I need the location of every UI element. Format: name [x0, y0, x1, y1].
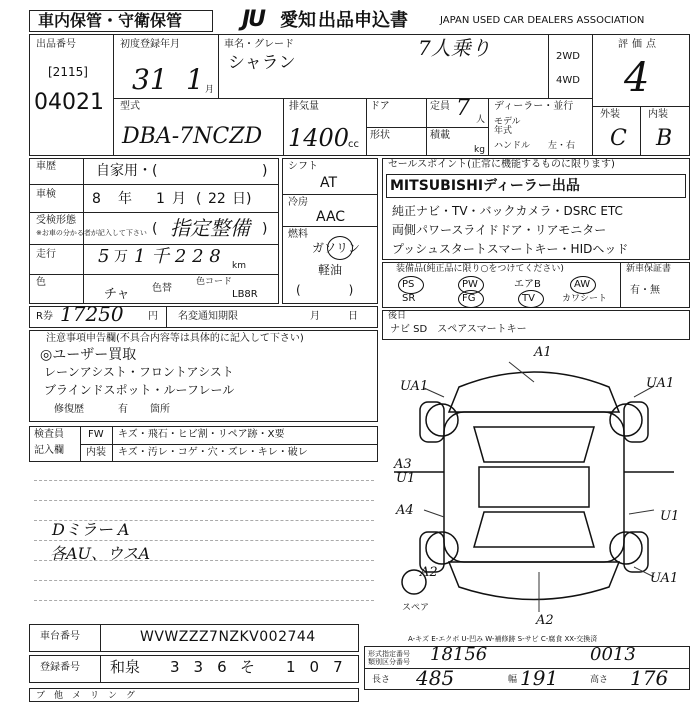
inspection-day: 22 [208, 191, 226, 207]
notes-line: レーンアシスト・フロントアシスト [44, 365, 234, 379]
equipment-circle-fg [458, 290, 484, 308]
inspection-month: 1 [156, 191, 165, 207]
car-name-label: 車名・グレード [224, 39, 294, 50]
plate-number: 107 [286, 658, 357, 676]
length-label: 長さ [372, 675, 391, 685]
registration-label: 初度登録年月 [120, 39, 180, 50]
repair-value: 有 [118, 404, 128, 415]
load-unit: kg [474, 145, 485, 155]
org-name: 愛知 [280, 10, 316, 31]
ac-label: 冷房 [288, 197, 308, 208]
plate-kana: そ [240, 658, 256, 676]
inspection-month-unit: 月 [172, 191, 186, 207]
plate-label: 登録番号 [40, 662, 80, 673]
equipment-item: PS [402, 279, 415, 290]
equipment-item: AW [574, 279, 591, 290]
acceptance-open: ( [152, 221, 158, 237]
recycle-label: R券 [36, 311, 53, 322]
color-change-label: 色替 [152, 283, 172, 294]
form-title: 出品申込書 [318, 10, 408, 31]
brand-line: MITSUBISHIディーラー出品 [390, 178, 580, 194]
doors-label: ドア [370, 101, 390, 112]
notes-line: ◎ユーザー買取 [40, 347, 137, 363]
equipment-item: エアB [514, 279, 541, 290]
association-name: JAPAN USED CAR DEALERS ASSOCIATION [440, 15, 645, 26]
inspection-label: 車検 [36, 189, 56, 200]
lot-number: 04021 [34, 90, 104, 115]
equipment-item: FG [462, 293, 476, 304]
color-code: LB8R [232, 289, 258, 300]
ju-logo: JU [242, 7, 265, 32]
height-label: 高さ [590, 675, 609, 685]
inspection-year-unit: 年 [118, 191, 132, 207]
handwritten-line: 各AU、ウスA [50, 544, 151, 563]
diagram-mark: A4 [396, 503, 414, 518]
handle-label: ハンドル [494, 141, 531, 151]
plate-class: 336 [170, 658, 241, 676]
acceptance-value: 指定整備 [170, 216, 250, 240]
name-change-month: 月 [310, 311, 320, 322]
equipment-item: SR [402, 293, 416, 304]
fuel-label: 燃料 [288, 229, 308, 240]
warranty-label: 新車保証書 [626, 264, 672, 274]
diagram-mark: U1 [396, 471, 416, 486]
model-value: DBA-7NCZD [122, 124, 263, 149]
grade-value: 4 [624, 55, 650, 101]
equipment-circle-aw [570, 276, 596, 294]
registration-month-unit: 月 [205, 85, 215, 95]
checker-int-label: 内装 [86, 447, 106, 458]
mileage-digits: 1 千 2 2 8 [134, 246, 221, 267]
history-label: 車歴 [36, 161, 56, 172]
color-value: チャ [104, 287, 130, 302]
capacity-label: 定員 [430, 101, 450, 112]
history-close: ) [262, 163, 268, 179]
diagram-mark: A1 [534, 345, 552, 360]
registration-year: 31 [132, 63, 168, 96]
fuel-gas-circle [327, 236, 353, 260]
load-label: 積載 [430, 130, 450, 141]
inspection-day-close: 日) [232, 191, 252, 207]
diagram-mark: A2 [420, 565, 438, 580]
mileage-man: 5 [98, 246, 110, 267]
damage-legend: A-キズ E-エクボ U-凹み W-補修跡 S-サビ C-腐食 XX-交換済 [408, 635, 598, 643]
length-value: 485 [416, 666, 455, 690]
width-label: 幅 [508, 675, 518, 685]
diagram-mark: UA1 [400, 379, 429, 394]
4wd-label: 4WD [556, 75, 580, 86]
capacity-unit: 人 [476, 115, 486, 125]
dimensions-title: 形式指定番号 類別区分番号 [368, 650, 410, 666]
equipment-item: TV [522, 293, 535, 304]
name-change-day: 日 [348, 311, 358, 322]
sales-point-line: 純正ナビ・TV・バックカメラ・DSRC ETC [392, 204, 623, 218]
mileage-man-unit: 万 [114, 249, 128, 265]
equipment-circle-tv [518, 290, 544, 308]
repair-label: 修復歴 [54, 404, 84, 415]
model-designation: 18156 [430, 644, 488, 665]
equipment-item: PW [462, 279, 478, 290]
diagram-mark: U1 [660, 509, 680, 524]
sales-point-line: プッシュスタートスマートキー・HIDヘッド [392, 242, 629, 256]
width-value: 191 [520, 666, 559, 690]
later-value: ナビ SD スペアスマートキー [390, 324, 527, 335]
car-damage-diagram [384, 342, 690, 632]
capacity-value: 7 [456, 96, 470, 121]
color-code-label: 色コード [196, 277, 233, 287]
spare-label: スペア [402, 603, 430, 613]
model-label: 型式 [120, 101, 140, 112]
vin-value: WVWZZZ7NZKV002744 [140, 629, 316, 645]
later-label: 後日 [388, 311, 407, 321]
checker-int-items: キズ・汚レ・コゲ・穴・ズレ・キレ・破レ [118, 447, 308, 458]
inspection-day-open: ( [196, 191, 202, 207]
sales-points-label: セールスポイント(正常に機能するものに限ります) [388, 159, 615, 170]
name-change-label: 名変通知期限 [178, 311, 238, 322]
registration-month: 1 [186, 63, 204, 96]
fuel-diesel: 軽油 [318, 263, 343, 277]
exterior-label: 外装 [600, 109, 620, 120]
height-value: 176 [630, 666, 669, 690]
equipment-item: カワシート [562, 294, 608, 304]
warranty-value: 有・無 [630, 285, 660, 296]
history-value: 自家用・( [96, 163, 158, 179]
displacement-unit: cc [348, 139, 359, 150]
lot-label: 出品番号 [36, 39, 76, 50]
interior-label: 内装 [648, 109, 668, 120]
ac-value: AAC [316, 209, 346, 225]
dealer-label: ディーラー・並行 [494, 101, 574, 112]
sales-point-line: 両側パワースライドドア・リアモニター [392, 223, 607, 237]
fuel-paren: ( ) [296, 283, 354, 297]
equipment-circle-ps [398, 276, 424, 294]
notes-line: ブラインドスポット・ルーフレール [44, 383, 235, 397]
vin-label: 車台番号 [40, 631, 80, 642]
car-name-note: 7人乗り [418, 36, 491, 60]
2wd-label: 2WD [556, 51, 580, 62]
exterior-grade: C [610, 126, 627, 151]
recycle-value: 17250 [60, 302, 124, 326]
acceptance-label: 受検形態 [36, 215, 76, 226]
diagram-mark: UA1 [650, 571, 679, 586]
acceptance-close: ) [262, 221, 268, 237]
handwritten-line: Dミラー A [52, 520, 130, 539]
recycle-unit: 円 [148, 311, 158, 322]
inspection-year: 8 [92, 191, 101, 207]
storage-label: 車内保管・守衛保管 [38, 11, 183, 30]
acceptance-note: ※お車の分かる者が記入して下さい [36, 229, 147, 237]
checker-label2: 記入欄 [34, 445, 64, 456]
repair-place: 箇所 [150, 404, 170, 415]
grade-label: 評価点 [618, 39, 660, 50]
displacement-value: 1400 [288, 124, 350, 152]
shift-value: AT [320, 175, 338, 191]
car-name: シャラン [228, 53, 296, 73]
handle-options: 左・右 [548, 141, 576, 151]
lot-sub-number: [2115] [48, 65, 88, 79]
mileage-unit: km [232, 261, 246, 271]
checker-fw-items: キズ・飛石・ヒビ割・リペア跡・X要 [118, 429, 285, 440]
diagram-mark: UA1 [646, 376, 675, 391]
diagram-mark: A2 [536, 613, 554, 628]
interior-grade: B [656, 126, 673, 151]
class-designation: 0013 [590, 644, 636, 665]
checker-fw-label: FW [88, 429, 104, 440]
shape-label: 形状 [370, 130, 390, 141]
plate-area: 和泉 [110, 658, 141, 676]
shift-label: シフト [288, 161, 318, 172]
equipment-label: 装備品(純正品に限り○をつけてください) [396, 264, 564, 274]
color-label: 色 [36, 277, 46, 288]
mileage-label: 走行 [36, 249, 56, 260]
notes-label: 注意事項申告欄(不具合内容等は具体的に記入して下さい) [46, 333, 304, 344]
fuel-gas: ガソリン [312, 241, 361, 255]
checker-label1: 検査員 [34, 429, 64, 440]
bottom-row-text: ブ 他 メ リ ン グ [36, 691, 136, 701]
diagram-mark: A3 [394, 457, 412, 472]
displacement-label: 排気量 [289, 101, 319, 112]
model-year-label: モデル年式 [494, 117, 521, 136]
